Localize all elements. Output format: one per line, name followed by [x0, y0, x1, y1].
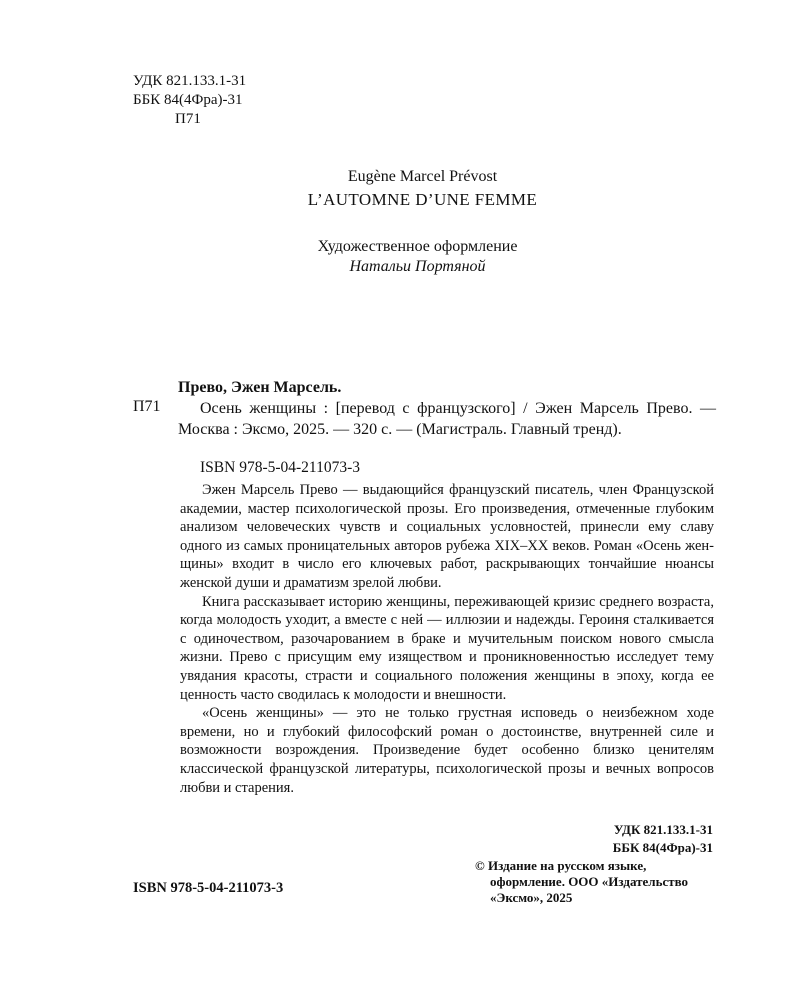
- design-credit-label: Художественное оформление: [317, 238, 518, 255]
- catalog-description: Осень женщины : [перевод с французского] / Эжен Марсель Прево. — Москва : Эксмо, 2025. — 320 с. — (Магистраль. Главный тренд).: [178, 400, 716, 438]
- original-title: L’AUTOMNE D’UNE FEMME: [307, 190, 538, 209]
- footer-isbn: ISBN 978-5-04-211073-3: [133, 880, 284, 896]
- footer-bbk: ББК 84(4Фра)-31: [612, 840, 713, 855]
- annotation-paragraph: Книга рассказывает историю женщины, переживающей кризис среднего возраста, когда молодость уходит, а вместе с ней — иллюзии и надежды. Героиня сталкивается с одиночеством, разочарованием в браке и мучительным поиском нового смысла жизни. Прево с присущим ему изяществом и проникновенностью исследует тему увядания красоты, страсти и социального положения женщины в эпоху, когда ее ценность часто сводилась к молодости и внешности.: [180, 593, 714, 703]
- catalog-author: Прево, Эжен Марсель.: [178, 379, 342, 396]
- annotation-paragraph: «Осень женщины» — это не только грустная исповедь о неизбежном ходе времени, но и глубокий философский роман о достоинстве, внутренней силе и возможности возрождения. Произведение будет особенно близко ценителям классической французской литературы, психологической прозы и вечных вопросов любви и старения.: [180, 705, 714, 796]
- catalog-isbn: ISBN 978-5-04-211073-3: [200, 459, 361, 476]
- copyright-line: © Издание на русском языке,: [475, 858, 647, 873]
- original-author: Eugène Marcel Prévost: [347, 168, 498, 185]
- copyright-notice: [475, 858, 735, 906]
- copyright-line: оформление. ООО «Издательство: [490, 874, 689, 889]
- classification-block: [133, 72, 246, 129]
- annotation-paragraph: Эжен Марсель Прево — выдающийся французский писатель, член Французской академии, мастер психологической прозы. Его произведения, отмеченные глубоким анализом человеческих чувств и социальных условностей, принесли ему славу одного из самых проницательных авторов рубежа XIX–XX веков. Роман «Осень женщины» входит в число его ключевых работ, раскрывающих тончайшие нюансы женской души и драматизм зрелой любви.: [180, 482, 714, 591]
- udk-code: УДК 821.133.1-31: [133, 73, 247, 89]
- author-mark: П71: [175, 111, 201, 127]
- design-credit-name: Натальи Портяной: [349, 258, 486, 275]
- copyright-line: «Эксмо», 2025: [490, 890, 573, 905]
- footer-udk: УДК 821.133.1-31: [613, 822, 713, 837]
- footer-codes: [540, 821, 713, 857]
- bbk-code: ББК 84(4Фра)-31: [133, 92, 243, 108]
- annotation: [180, 481, 714, 797]
- catalog-author-mark: П71: [133, 398, 161, 415]
- catalog-entry: [178, 377, 716, 440]
